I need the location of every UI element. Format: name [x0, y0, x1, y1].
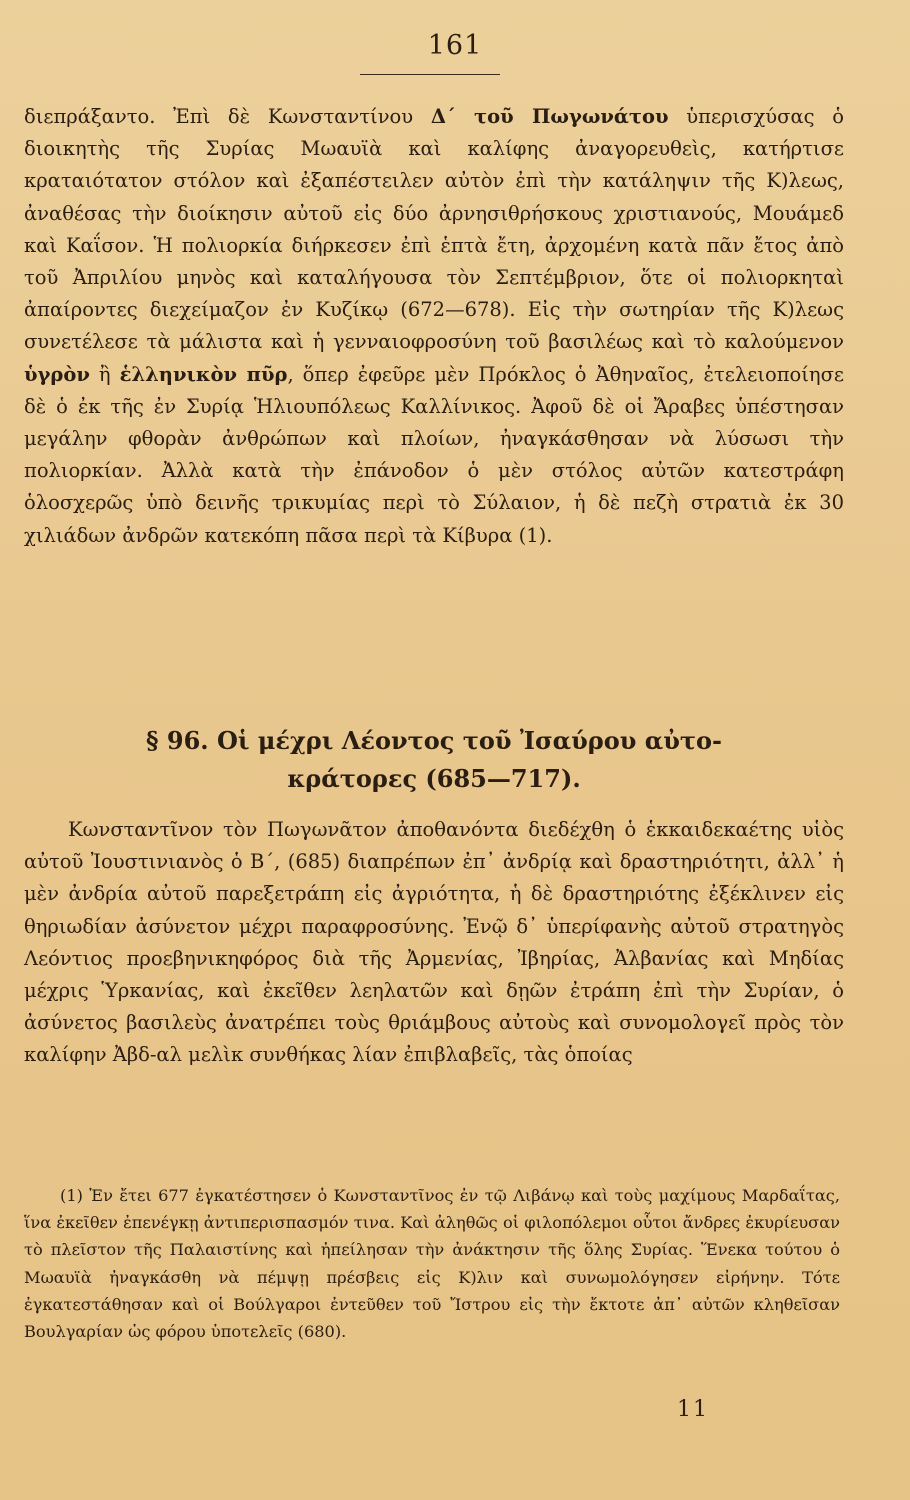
- p1-text-a: διεπράξαντο. Ἐπὶ δὲ Κωνσταντίνου: [24, 105, 431, 128]
- greek-fire-term: ἑλληνικὸν πῦρ: [119, 362, 288, 386]
- footnote-text: Ἐν ἔτει 677 ἐγκατέστησεν ὁ Κωνσταντῖνος ἐν τῷ Λιβάνῳ καὶ τοὺς μαχίμους Μαρδαΐτας, ἵνα ἐκεῖθεν ἐπενέγκῃ ἀντιπερισπασμόν τινα. Καὶ ἀληθῶς οἱ φιλοπόλεμοι οὗτοι ἄνδρες ἐκυρίευσαν τὸ πλεῖστον τῆς Παλαιστίνης καὶ ἠπείλησαν τὴν ἀνάκτησιν τῆς ὅλης Συρίας. Ἕνεκα τούτου ὁ Μωαυϊὰ ἠναγκάσθη νὰ πέμψῃ πρέσβεις εἰς Κ)λιν καὶ συνωμολόγησεν εἰρήνην. Τότε ἐγκατεστάθησαν καὶ οἱ Βούλγαροι ἐντεῦθεν τοῦ Ἴστρου εἰς τὴν ἔκτοτε ἀπ᾿ αὐτῶν κληθεῖσαν Βουλγαρίαν ὡς φόρου ὑποτελεῖς (680).: [24, 1186, 840, 1342]
- footnote: [24, 1182, 840, 1345]
- section-heading-line-1: § 96. Οἱ μέχρι Λέοντος τοῦ Ἰσαύρου αὐτο-: [145, 726, 723, 755]
- paragraph-justinian: Κωνσταντῖνον τὸν Πωγωνᾶτον ἀποθανόντα διεδέχθη ὁ ἑκκαιδεκαέτης υἱὸς αὐτοῦ Ἰουστινιανὸς ὁ Β΄, (685) διαπρέπων ἐπ᾿ ἀνδρίᾳ καὶ δραστηριότητι, ἀλλ᾿ ἡ μὲν ἀνδρία αὐτοῦ παρεξετράπη εἰς ἀγριότητα, ἡ δὲ δραστηριότης ἐξέκλινεν εἰς θηριωδίαν ἀσύνετον μέχρι παραφροσύνης. Ἐνῷ δ᾿ ὑπερίφανὴς αὐτοῦ στρατηγὸς Λεόντιος προεβηνικηφόρος διὰ τῆς Ἀρμενίας, Ἰβηρίας, Ἀλβανίας καὶ Μηδίας μέχρις Ὑρκανίας, καὶ ἐκεῖθεν λεηλατῶν καὶ δῃῶν ἐτράπη ἐπὶ τὴν Συρίαν, ὁ ἀσύνετος βασιλεὺς ἀνατρέπει τοὺς θριάμβους αὐτοὺς καὶ συνομολογεῖ πρὸς τὸν καλίφην Ἀβδ-αλ μελὶκ συνθήκας λίαν ἐπιβλαβεῖς, τὰς ὁποίας: [24, 818, 844, 1067]
- section-heading-line-2: κράτορες (685—717).: [287, 764, 581, 793]
- signature-mark: 11: [677, 1397, 709, 1422]
- header-rule: [360, 74, 500, 75]
- p1-or: ἢ: [89, 362, 120, 386]
- section-heading: [24, 722, 844, 798]
- liquid-fire-term: ὑγρὸν: [24, 362, 90, 386]
- p1-text-b: ὑπερισχύσας ὁ διοικητὴς τῆς Συρίας Μωαυϊὰ καὶ καλίφης ἀναγορευθεὶς, κατήρτισε κραταιότατον στόλον καὶ ἐξαπέστειλεν αὐτὸν ἐπὶ τὴν κατάληψιν τῆς Κ)λεως, ἀναθέσας τὴν διοίκησιν αὐτοῦ εἰς δύο ἀρνησιθρήσκους χριστιανούς, Μουάμεδ καὶ Καΐσον. Ἡ πολιορκία διήρκεσεν ἐπὶ ἑπτὰ ἔτη, ἀρχομένη κατὰ πᾶν ἔτος ἀπὸ τοῦ Ἀπριλίου μηνὸς καὶ καταλήγουσα τὸν Σεπτέμβριον, ὅτε οἱ πολιορκηταὶ ἀπαίροντες διεχείμαζον ἐν Κυζίκῳ (672—678). Εἰς τὴν σωτηρίαν τῆς Κ)λεως συνετέλεσε τὰ μάλιστα καὶ ἡ γενναιοφροσύνη τοῦ βασιλέως καὶ τὸ καλούμενον: [24, 105, 844, 354]
- page-number: 161: [427, 30, 483, 61]
- paragraph-pogonatos: [24, 101, 844, 552]
- emperor-name: Δ΄ τοῦ Πωγωνάτου: [430, 105, 669, 128]
- footnote-mark: (1): [60, 1186, 83, 1205]
- p1-text-c: , ὅπερ ἐφεῦρε μὲν Πρόκλος ὁ Ἀθηναῖος, ἐτελειοποίησε δὲ ὁ ἐκ τῆς ἐν Συρίᾳ Ἡλιουπόλεως Καλλίνικος. Ἀφοῦ δὲ οἱ Ἄραβες ὑπέστησαν μεγάλην φθορὰν ἀνθρώπων καὶ πλοίων, ἠναγκάσθησαν νὰ λύσωσι τὴν πολιορκίαν. Ἀλλὰ κατὰ τὴν ἐπάνοδον ὁ μὲν στόλος αὐτῶν κατεστράφη ὁλοσχερῶς ὑπὸ δεινῆς τρικυμίας περὶ τὸ Σύλαιον, ἡ δὲ πεζὴ στρατιὰ ἐκ 30 χιλιάδων ἀνδρῶν κατεκόπη πᾶσα περὶ τὰ Κίβυρα (1).: [24, 362, 845, 547]
